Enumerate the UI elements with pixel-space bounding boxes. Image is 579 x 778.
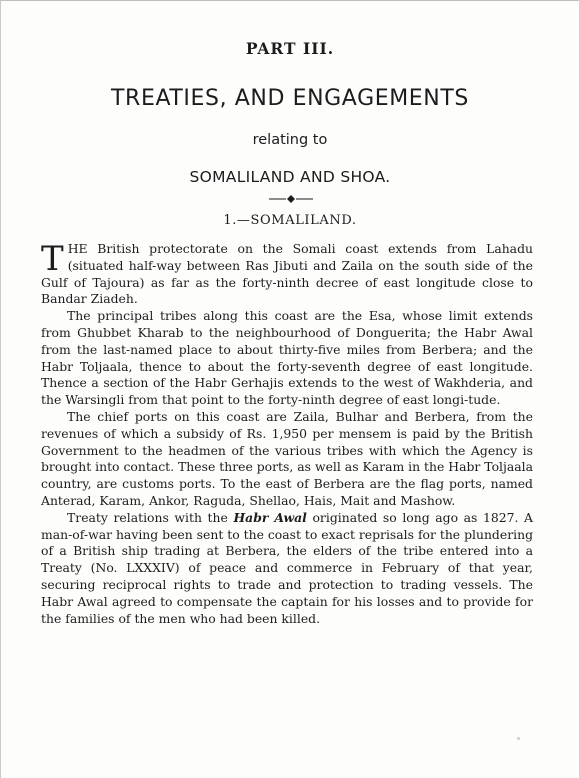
- tribe-name-emphasis: Habr Awal: [233, 509, 307, 525]
- paragraph-1: [41, 241, 533, 308]
- paragraph-1-text: HE British protectorate on the Somali coast extends from Lahadu (situated half-way between Ras Jibuti and Zaila on the south side of the Gulf of Tajoura) as far as the forty-ninth decree of east longitude close to Bandar Ziadeh.: [41, 241, 533, 307]
- paragraph-3: The chief ports on this coast are Zaila, Bulhar and Berbera, from the revenues of which a subsidy of Rs. 1,950 per mensem is paid by the British Government to the headmen of the various tribes with which the Agency is brought into contact. These three ports, as well as Karam in the Habr Toljaala country, are customs ports. To the east of Berbera are the flag ports, named Anterad, Karam, Ankor, Raguda, Shellao, Hais, Mait and Mashow.: [41, 408, 533, 508]
- paragraph-4-text-before: Treaty relations with the: [67, 509, 234, 525]
- paragraph-4: [41, 510, 533, 628]
- drop-cap: T: [41, 239, 64, 279]
- part-heading: PART III.: [245, 39, 335, 58]
- document-title: TREATIES, AND ENGAGEMENTS: [111, 86, 469, 111]
- document-subtitle: SOMALILAND AND SHOA.: [189, 168, 391, 186]
- scan-speck: [517, 737, 520, 740]
- section-heading: 1.—SOMALILAND.: [223, 213, 357, 228]
- divider-ornament-icon: [269, 194, 313, 204]
- relating-to-line: relating to: [252, 132, 328, 148]
- paragraph-2: The principal tribes along this coast are the Esa, whose limit extends from Ghubbet Kharab to the neighbourhood of Donguerita; the Habr Awal from the last-named place to about thirty-five miles from Berbera; and the Habr Toljaala, thence to about the forty-seventh degree of east longitude. Thence a section of the Habr Gerhajis extends to the west of Wakhderia, and the Warsingli from that point to the forty-ninth degree of east longi-tude.: [41, 308, 533, 408]
- body-text: [41, 241, 533, 627]
- paragraph-4-text-after: originated so long ago as 1827. A man-of-war having been sent to the coast to exact reprisals for the plundering of a British ship trading at Berbera, the elders of the tribe entered into a Treaty (No. LXXXIV) of peace and commerce in February of that year, securing reciprocal rights to trade and protection to trading vessels. The Habr Awal agreed to compensate the captain for his losses and to provide for the families of the men who had been killed.: [41, 509, 533, 626]
